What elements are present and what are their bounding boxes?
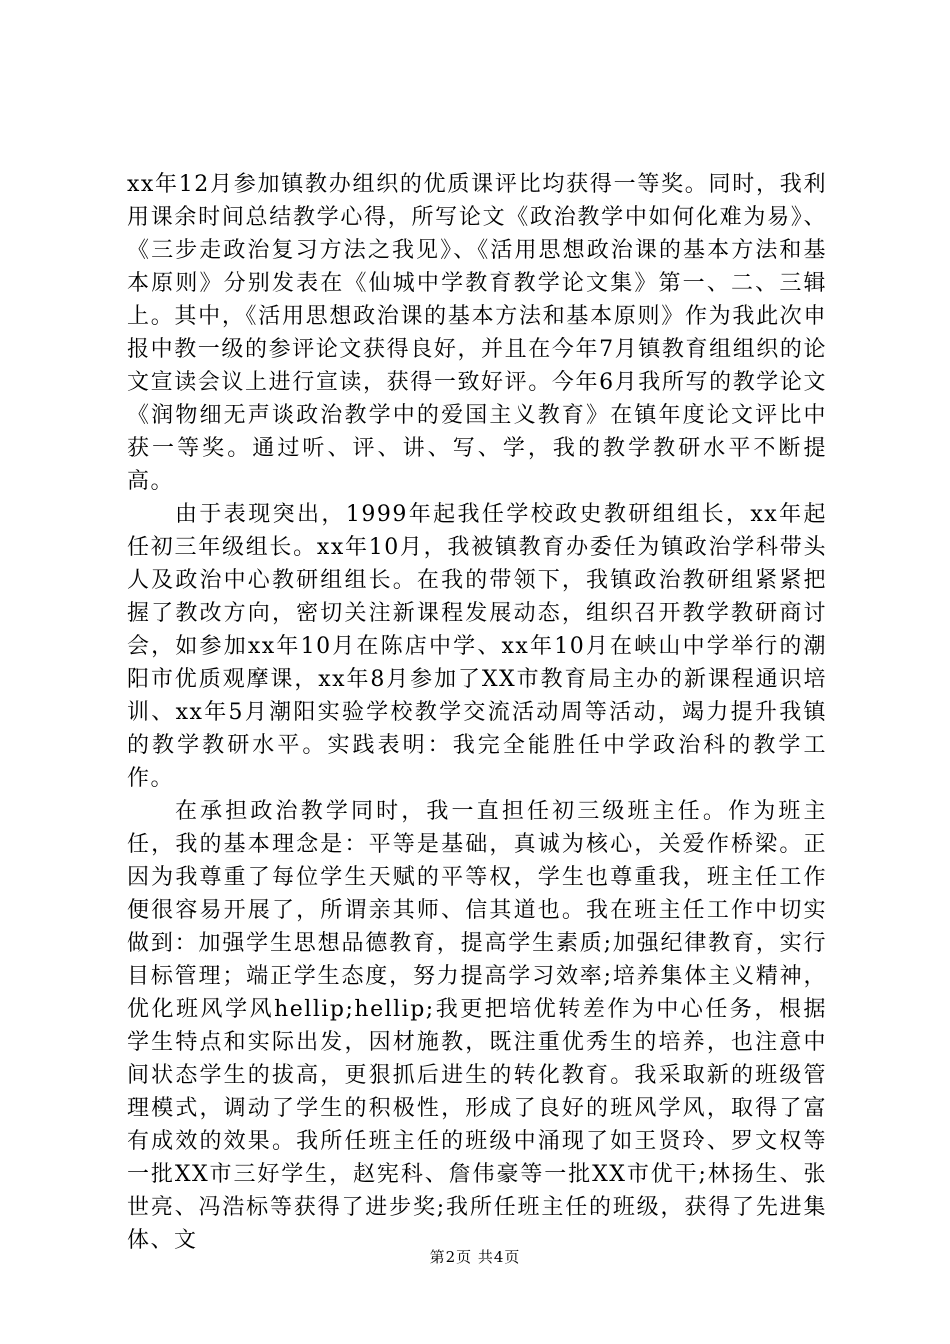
- paragraph-continuation: xx年12月参加镇教办组织的优质课评比均获得一等奖。同时，我利用课余时间总结教学心得，所写论文《政治教学中如何化难为易》、《三步走政治复习方法之我见》、《活用思想政治课的基本方法和基本原则》分别发表在《仙城中学教育教学论文集》第一、二、三辑上。其中，《活用思想政治课的基本方法和基本原则》作为我此次申报中教一级的参评论文获得良好，并且在今年7月镇教育组组织的论文宣读会议上进行宣读，获得一致好评。今年6月我所写的教学论文《润物细无声谈政治教学中的爱国主义教育》在镇年度论文评比中获一等奖。通过听、评、讲、写、学，我的教学教研水平不断提高。: [127, 172, 827, 494]
- paragraph-research-group: 由于表现突出，1999年起我任学校政史教研组组长，xx年起任初三年级组长。xx年10月，我被镇教育办委任为镇政治学科带头人及政治中心教研组组长。在我的带领下，我镇政治教研组紧紧把握了教改方向，密切关注新课程发展动态，组织召开教学教研商讨会，如参加xx年10月在陈店中学、xx年10月在峡山中学举行的潮阳市优质观摩课，xx年8月参加了XX市教育局主办的新课程通识培训、xx年5月潮阳实验学校教学交流活动周等活动，竭力提升我镇的教学教研水平。实践表明：我完全能胜任中学政治科的教学工作。: [127, 502, 827, 791]
- document-body: [127, 168, 827, 1257]
- page-number-footer: 第2页 共4页: [429, 1248, 521, 1266]
- paragraph-class-teacher: 在承担政治教学同时，我一直担任初三级班主任。作为班主任，我的基本理念是：平等是基础，真诚为核心，关爱作桥梁。正因为我尊重了每位学生天赋的平等权，学生也尊重我，班主任工作便很容易开展了，所谓亲其师、信其道也。我在班主任工作中切实做到：加强学生思想品德教育，提高学生素质;加强纪律教育，实行目标管理；端正学生态度，努力提高学习效率;培养集体主义精神，优化班风学风hellip;hellip;我更把培优转差作为中心任务，根据学生特点和实际出发，因材施教，既注重优秀生的培养，也注意中间状态学生的拔高，更狠抓后进生的转化教育。我采取新的班级管理模式，调动了学生的积极性，形成了良好的班风学风，取得了富有成效的效果。我所任班主任的班级中涌现了如王贤玲、罗文权等一批XX市三好学生，赵宪科、詹伟豪等一批XX市优干;林扬生、张世亮、冯浩标等获得了进步奖;我所任班主任的班级，获得了先进集体、文: [127, 799, 828, 1253]
